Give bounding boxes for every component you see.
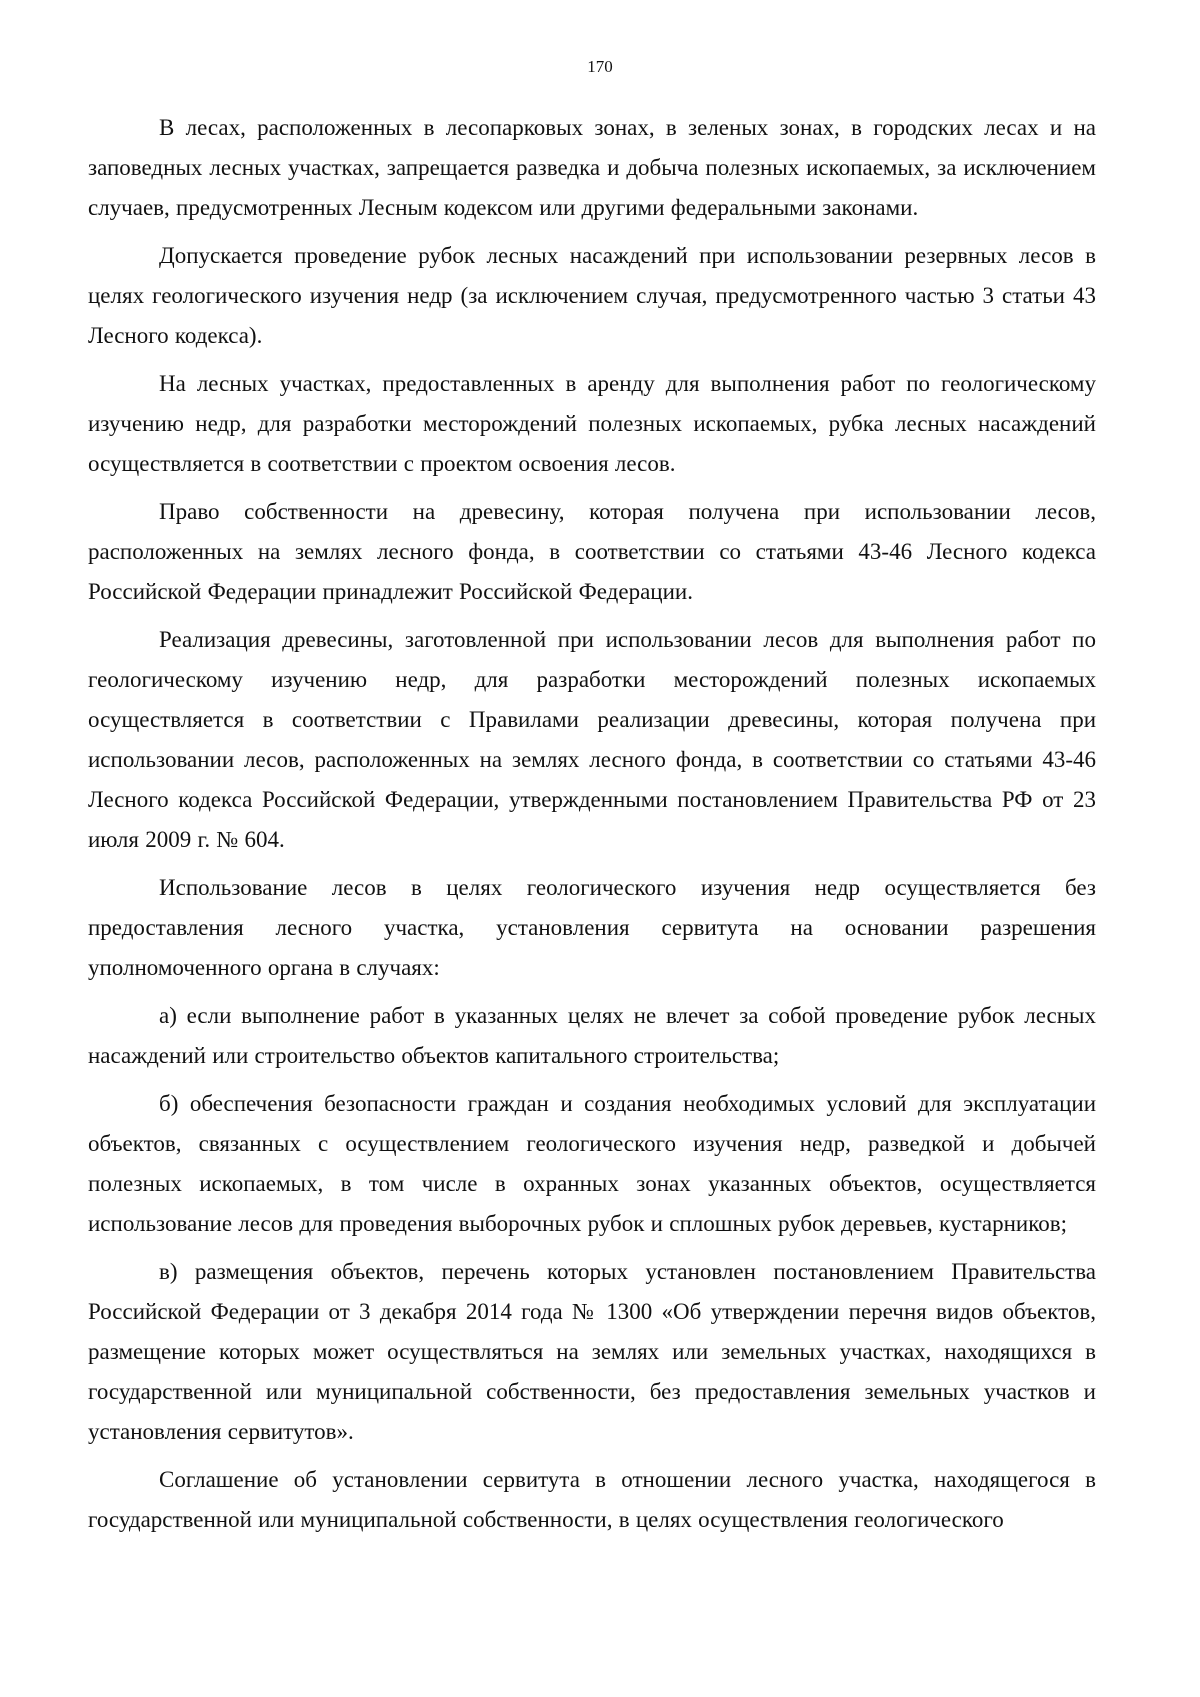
paragraph-use-without-plot: Использование лесов в целях геологического изучения недр осуществляется без предоставления лесного участка, установления сервитута на основании разрешения уполномоченного органа в случаях: [88,875,1096,980]
paragraph-timber-ownership: Право собственности на древесину, которая получена при использовании лесов, расположенных на землях лесного фонда, в соответствии со статьями 43-46 Лесного кодекса Российской Федерации принадлежит Российской Федерации. [88,499,1096,604]
list-item-a: а) если выполнение работ в указанных целях не влечет за собой проведение рубок лесных насаждений или строительство объектов капитального строительства; [88,1003,1096,1068]
list-item-v: в) размещения объектов, перечень которых установлен постановлением Правительства Российской Федерации от 3 декабря 2014 года № 1300 «Об утверждении перечня видов объектов, размещение которых может осуществляться на землях или земельных участках, находящихся в государственной или муниципальной собственности, без предоставления земельных участков и установления сервитутов». [88,1259,1096,1444]
body-text [88,108,1096,1548]
page-number: 170 [587,57,613,76]
paragraph-reserve-forests-logging: Допускается проведение рубок лесных насаждений при использовании резервных лесов в целях геологического изучения недр (за исключением случая, предусмотренного частью 3 статьи 43 Лесного кодекса). [88,243,1096,348]
paragraph-servitude-agreement: Соглашение об установлении сервитута в отношении лесного участка, находящегося в государственной или муниципальной собственности, в целях осуществления геологического [88,1467,1096,1532]
paragraph-timber-sale: Реализация древесины, заготовленной при использовании лесов для выполнения работ по геологическому изучению недр, для разработки месторождений полезных ископаемых осуществляется в соответствии с Правилами реализации древесины, которая получена при использовании лесов, расположенных на землях лесного фонда, в соответствии со статьями 43-46 Лесного кодекса Российской Федерации, утвержденными постановлением Правительства РФ от 23 июля 2009 г. № 604. [88,627,1096,852]
paragraph-forest-zones-mining-ban: В лесах, расположенных в лесопарковых зонах, в зеленых зонах, в городских лесах и на заповедных лесных участках, запрещается разведка и добыча полезных ископаемых, за исключением случаев, предусмотренных Лесным кодексом или другими федеральными законами. [88,115,1096,220]
paragraph-leased-plots-logging: На лесных участках, предоставленных в аренду для выполнения работ по геологическому изучению недр, для разработки месторождений полезных ископаемых, рубка лесных насаждений осуществляется в соответствии с проектом освоения лесов. [88,371,1096,476]
list-item-b: б) обеспечения безопасности граждан и создания необходимых условий для эксплуатации объектов, связанных с осуществлением геологического изучения недр, разведкой и добычей полезных ископаемых, в том числе в охранных зонах указанных объектов, осуществляется использование лесов для проведения выборочных рубок и сплошных рубок деревьев, кустарников; [88,1091,1096,1236]
